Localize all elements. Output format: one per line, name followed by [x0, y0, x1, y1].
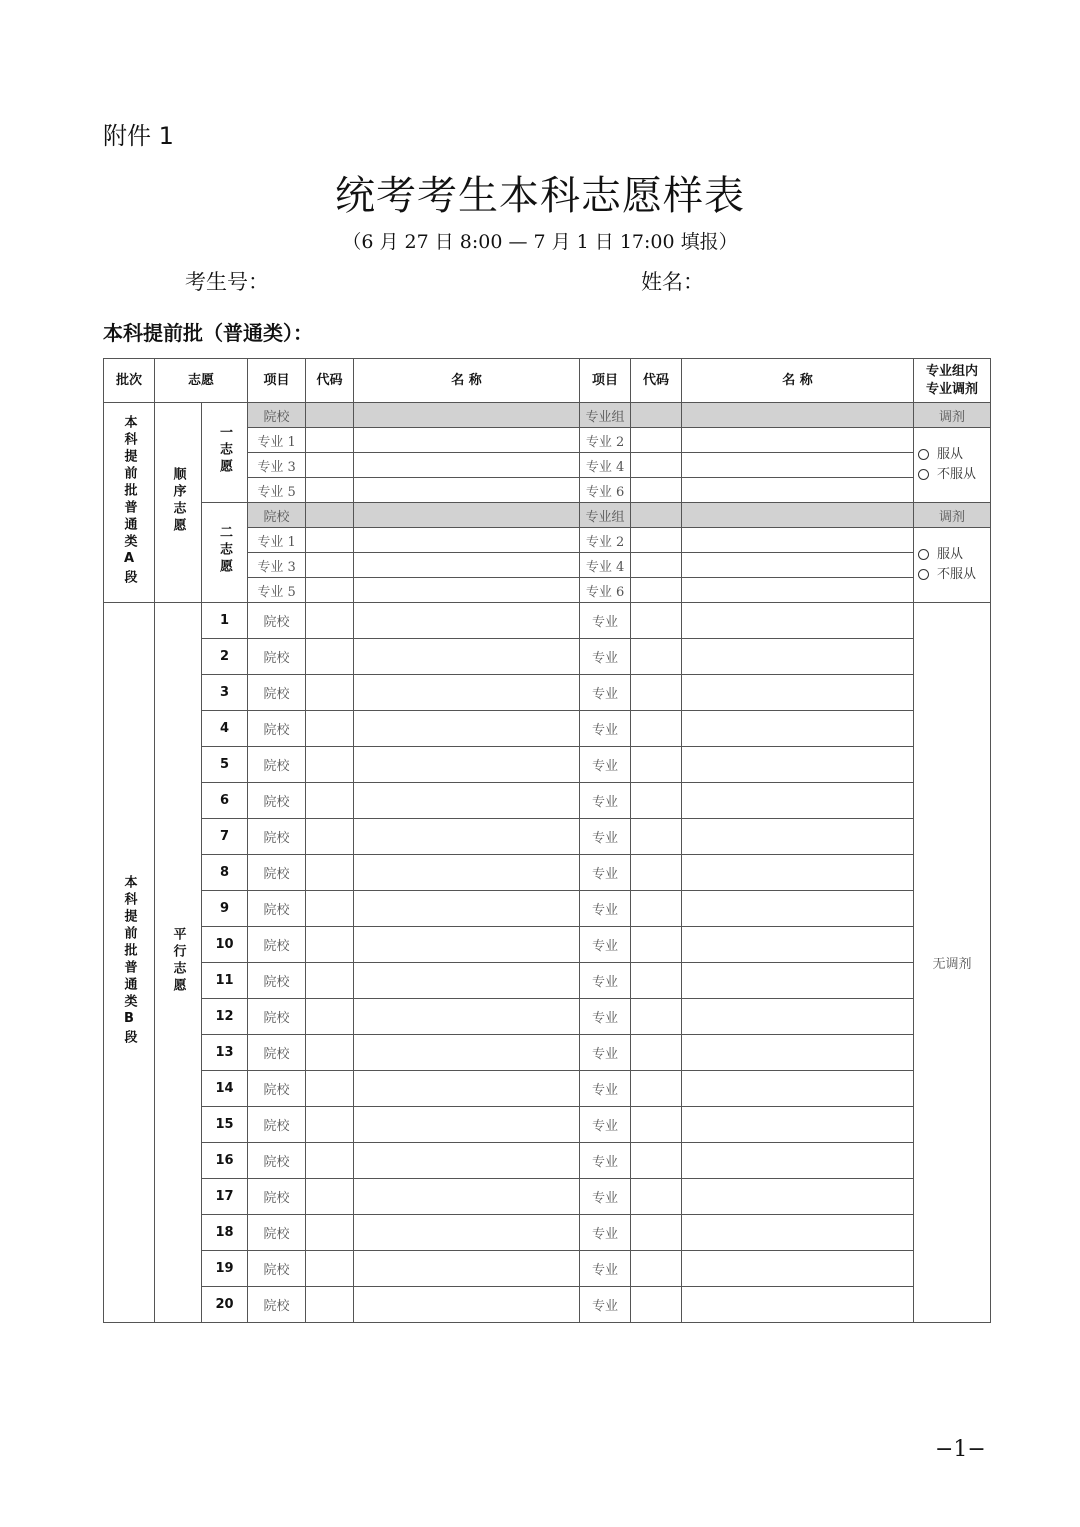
major-code-input[interactable]: [631, 783, 682, 819]
school-name-input[interactable]: [354, 1071, 580, 1107]
school-label: 院校: [248, 1143, 306, 1179]
major-name-input[interactable]: [682, 1251, 914, 1287]
major-name-input[interactable]: [354, 578, 580, 603]
major-label: 专业: [580, 603, 631, 639]
school-label: 院校: [248, 1071, 306, 1107]
major-code-input[interactable]: [631, 711, 682, 747]
adjust-label: 调剂: [914, 503, 991, 528]
school-code-input[interactable]: [306, 819, 354, 855]
adjust-options: [914, 528, 991, 603]
radio-circle-icon[interactable]: [918, 449, 929, 460]
school-name-input[interactable]: [354, 999, 580, 1035]
row-number: 11: [202, 963, 248, 999]
attachment-label: 附件 1: [103, 122, 174, 150]
header-item-2: 项目: [580, 359, 631, 403]
row-number: 3: [202, 675, 248, 711]
school-name-input[interactable]: [354, 963, 580, 999]
major-code-input[interactable]: [631, 478, 682, 503]
major-label: 专业: [580, 891, 631, 927]
major-label: 专业: [580, 1071, 631, 1107]
major-label: 专业 5: [248, 478, 306, 503]
major-code-input[interactable]: [631, 453, 682, 478]
major-code-input[interactable]: [631, 528, 682, 553]
major-name-input[interactable]: [682, 855, 914, 891]
type-a-cell: [155, 403, 202, 603]
school-code-input[interactable]: [306, 927, 354, 963]
major-code-input[interactable]: [631, 855, 682, 891]
school-name-input[interactable]: [354, 639, 580, 675]
major-label: 专业 3: [248, 453, 306, 478]
major-name-input[interactable]: [682, 711, 914, 747]
major-label: 专业 2: [580, 528, 631, 553]
school-label: 院校: [248, 1287, 306, 1323]
group-label: 专业组: [580, 403, 631, 428]
parallel-row: [104, 999, 991, 1035]
major-label: 专业: [580, 711, 631, 747]
major-name-input[interactable]: [682, 891, 914, 927]
adjust-options: [914, 428, 991, 503]
parallel-row: [104, 927, 991, 963]
major-label: 专业: [580, 639, 631, 675]
major-name-input[interactable]: [354, 553, 580, 578]
group-label: 专业组: [580, 503, 631, 528]
header-code-2: 代码: [631, 359, 682, 403]
row-number: 13: [202, 1035, 248, 1071]
school-name-input[interactable]: [354, 891, 580, 927]
group-name-input[interactable]: [682, 403, 914, 428]
school-label: 院校: [248, 783, 306, 819]
school-label: 院校: [248, 927, 306, 963]
major-label: 专业: [580, 1215, 631, 1251]
major-label: 专业 6: [580, 578, 631, 603]
batch-a-label: 本科提前批普通类A段: [121, 414, 137, 587]
major-name-input[interactable]: [682, 528, 914, 553]
major-label: 专业: [580, 927, 631, 963]
row-number: 7: [202, 819, 248, 855]
option-decline[interactable]: [918, 465, 990, 485]
major-label: 专业 1: [248, 528, 306, 553]
option-accept-label: 服从: [937, 447, 964, 462]
school-label: 院校: [248, 891, 306, 927]
major-name-input[interactable]: [682, 783, 914, 819]
page-number: −1−: [935, 1437, 986, 1462]
parallel-row: [104, 639, 991, 675]
section-title: 本科提前批（普通类）：: [103, 321, 313, 345]
major-label: 专业: [580, 999, 631, 1035]
major-label: 专业 4: [580, 453, 631, 478]
major-code-input[interactable]: [631, 603, 682, 639]
header-adjust: [914, 359, 991, 403]
major-name-input[interactable]: [354, 528, 580, 553]
parallel-row: [104, 711, 991, 747]
school-code-input[interactable]: [306, 1179, 354, 1215]
school-label: 院校: [248, 711, 306, 747]
school-name-input[interactable]: [354, 1107, 580, 1143]
school-code-input[interactable]: [306, 1215, 354, 1251]
radio-circle-icon[interactable]: [918, 469, 929, 480]
school-label: 院校: [248, 963, 306, 999]
major-label: 专业: [580, 855, 631, 891]
row-number: 9: [202, 891, 248, 927]
major-code-input[interactable]: [631, 1107, 682, 1143]
school-name-input[interactable]: [354, 1287, 580, 1323]
page-subtitle: （6 月 27 日 8:00 — 7 月 1 日 17:00 填报）: [342, 231, 738, 253]
major-name-input[interactable]: [682, 478, 914, 503]
major-name-input[interactable]: [354, 428, 580, 453]
school-code-input[interactable]: [306, 711, 354, 747]
major-name-input[interactable]: [682, 747, 914, 783]
parallel-row: [104, 1287, 991, 1323]
row-number: 2: [202, 639, 248, 675]
school-name-input[interactable]: [354, 711, 580, 747]
major-label: 专业: [580, 1107, 631, 1143]
wish-label-cell: [202, 503, 248, 603]
parallel-row: [104, 1251, 991, 1287]
major-label: 专业: [580, 783, 631, 819]
major-name-input[interactable]: [354, 453, 580, 478]
parallel-row: [104, 1035, 991, 1071]
school-label: 院校: [248, 503, 306, 528]
batch-b-label: 本科提前批普通类B段: [121, 874, 137, 1047]
major-label: 专业 6: [580, 478, 631, 503]
type-a-label: 顺序志愿: [170, 466, 186, 535]
major-label: 专业 2: [580, 428, 631, 453]
batch-b-cell: [104, 603, 155, 1323]
header-name: 名 称: [354, 359, 580, 403]
major-label: 专业 1: [248, 428, 306, 453]
row-number: 15: [202, 1107, 248, 1143]
major-name-input[interactable]: [354, 478, 580, 503]
wish-form-table: [103, 358, 991, 1323]
major-label: 专业: [580, 1143, 631, 1179]
major-code-input[interactable]: [631, 927, 682, 963]
school-name-input[interactable]: [354, 1143, 580, 1179]
major-name-input[interactable]: [682, 639, 914, 675]
adjust-label: 调剂: [914, 403, 991, 428]
major-name-input[interactable]: [682, 999, 914, 1035]
type-b-label: 平行志愿: [170, 926, 186, 995]
row-number: 16: [202, 1143, 248, 1179]
major-code-input[interactable]: [306, 528, 354, 553]
wish-label: 一志愿: [217, 425, 232, 476]
school-code-input[interactable]: [306, 403, 354, 428]
major-name-input[interactable]: [682, 927, 914, 963]
option-accept[interactable]: [918, 445, 990, 465]
major-code-input[interactable]: [631, 819, 682, 855]
row-number: 5: [202, 747, 248, 783]
school-code-input[interactable]: [306, 747, 354, 783]
school-code-input[interactable]: [306, 675, 354, 711]
school-code-input[interactable]: [306, 503, 354, 528]
major-name-input[interactable]: [682, 675, 914, 711]
major-code-input[interactable]: [631, 747, 682, 783]
school-label: 院校: [248, 1179, 306, 1215]
major-name-input[interactable]: [682, 578, 914, 603]
wish-label: 二志愿: [217, 525, 232, 576]
major-code-input[interactable]: [631, 553, 682, 578]
row-number: 1: [202, 603, 248, 639]
option-decline[interactable]: [918, 565, 990, 585]
parallel-row: [104, 963, 991, 999]
school-label: 院校: [248, 999, 306, 1035]
row-number: 18: [202, 1215, 248, 1251]
school-label: 院校: [248, 403, 306, 428]
school-name-input[interactable]: [354, 855, 580, 891]
parallel-row: [104, 1107, 991, 1143]
major-name-input[interactable]: [682, 1107, 914, 1143]
school-name-input[interactable]: [354, 503, 580, 528]
major-code-input[interactable]: [631, 675, 682, 711]
header-name-2: 名 称: [682, 359, 914, 403]
major-code-input[interactable]: [631, 1179, 682, 1215]
major-code-input[interactable]: [306, 428, 354, 453]
major-code-input[interactable]: [306, 478, 354, 503]
parallel-row: [104, 747, 991, 783]
school-label: 院校: [248, 819, 306, 855]
school-code-input[interactable]: [306, 1143, 354, 1179]
row-number: 4: [202, 711, 248, 747]
major-name-input[interactable]: [682, 453, 914, 478]
major-code-input[interactable]: [631, 578, 682, 603]
school-name-input[interactable]: [354, 675, 580, 711]
school-label: 院校: [248, 1107, 306, 1143]
school-name-input[interactable]: [354, 403, 580, 428]
row-number: 10: [202, 927, 248, 963]
batch-a-cell: [104, 403, 155, 603]
parallel-row: [104, 855, 991, 891]
header-batch: 批次: [104, 359, 155, 403]
major-name-input[interactable]: [682, 1215, 914, 1251]
major-label: 专业 5: [248, 578, 306, 603]
parallel-row: [104, 891, 991, 927]
major-name-input[interactable]: [682, 1287, 914, 1323]
no-adjust-label: 无调剂: [932, 957, 972, 972]
major-code-input[interactable]: [631, 999, 682, 1035]
major-label: 专业: [580, 1035, 631, 1071]
school-code-input[interactable]: [306, 783, 354, 819]
school-name-input[interactable]: [354, 927, 580, 963]
major-name-input[interactable]: [682, 1071, 914, 1107]
row-number: 12: [202, 999, 248, 1035]
header-adjust-line2: 专业调剂: [926, 381, 979, 397]
school-name-input[interactable]: [354, 1035, 580, 1071]
major-name-input[interactable]: [682, 428, 914, 453]
no-adjust-cell: [914, 603, 991, 1323]
group-code-input[interactable]: [631, 503, 682, 528]
parallel-row: [104, 819, 991, 855]
major-code-input[interactable]: [631, 428, 682, 453]
major-code-input[interactable]: [306, 578, 354, 603]
school-code-input[interactable]: [306, 855, 354, 891]
parallel-row: [104, 1071, 991, 1107]
parallel-row: [104, 1179, 991, 1215]
school-name-input[interactable]: [354, 747, 580, 783]
header-row: [104, 359, 991, 403]
major-code-input[interactable]: [631, 1035, 682, 1071]
school-code-input[interactable]: [306, 891, 354, 927]
option-accept-label: 服从: [937, 547, 964, 562]
radio-circle-icon[interactable]: [918, 549, 929, 560]
parallel-row: [104, 783, 991, 819]
school-label: 院校: [248, 1215, 306, 1251]
school-name-input[interactable]: [354, 1215, 580, 1251]
wish-school-row: [104, 403, 991, 428]
radio-circle-icon[interactable]: [918, 569, 929, 580]
major-label: 专业: [580, 819, 631, 855]
major-label: 专业 4: [580, 553, 631, 578]
school-code-input[interactable]: [306, 1071, 354, 1107]
major-name-input[interactable]: [682, 1143, 914, 1179]
school-label: 院校: [248, 747, 306, 783]
school-code-input[interactable]: [306, 1251, 354, 1287]
type-b-cell: [155, 603, 202, 1323]
major-code-input[interactable]: [631, 1251, 682, 1287]
major-name-input[interactable]: [682, 819, 914, 855]
group-code-input[interactable]: [631, 403, 682, 428]
major-code-input[interactable]: [631, 1071, 682, 1107]
school-code-input[interactable]: [306, 1107, 354, 1143]
header-item: 项目: [248, 359, 306, 403]
major-code-input[interactable]: [631, 639, 682, 675]
major-label: 专业 3: [248, 553, 306, 578]
major-name-input[interactable]: [682, 1035, 914, 1071]
option-accept[interactable]: [918, 545, 990, 565]
major-code-input[interactable]: [631, 1287, 682, 1323]
parallel-row: [104, 1215, 991, 1251]
school-code-input[interactable]: [306, 1287, 354, 1323]
major-label: 专业: [580, 675, 631, 711]
major-label: 专业: [580, 1287, 631, 1323]
school-code-input[interactable]: [306, 1035, 354, 1071]
major-name-input[interactable]: [682, 603, 914, 639]
row-number: 14: [202, 1071, 248, 1107]
school-label: 院校: [248, 1251, 306, 1287]
major-code-input[interactable]: [631, 963, 682, 999]
header-code: 代码: [306, 359, 354, 403]
major-label: 专业: [580, 1179, 631, 1215]
wish-label-cell: [202, 403, 248, 503]
major-name-input[interactable]: [682, 553, 914, 578]
header-wish: 志愿: [155, 359, 248, 403]
school-code-input[interactable]: [306, 999, 354, 1035]
school-code-input[interactable]: [306, 639, 354, 675]
major-code-input[interactable]: [631, 1215, 682, 1251]
wish-school-row: [104, 503, 991, 528]
candidate-name-label: 姓名：: [641, 270, 704, 294]
header-adjust-line1: 专业组内: [926, 363, 979, 379]
school-name-input[interactable]: [354, 783, 580, 819]
major-code-input[interactable]: [631, 891, 682, 927]
major-code-input[interactable]: [631, 1143, 682, 1179]
parallel-row: [104, 603, 991, 639]
school-code-input[interactable]: [306, 603, 354, 639]
parallel-row: [104, 1143, 991, 1179]
major-name-input[interactable]: [682, 1179, 914, 1215]
option-decline-label: 不服从: [937, 467, 977, 482]
school-label: 院校: [248, 603, 306, 639]
group-name-input[interactable]: [682, 503, 914, 528]
school-code-input[interactable]: [306, 963, 354, 999]
row-number: 20: [202, 1287, 248, 1323]
school-name-input[interactable]: [354, 1179, 580, 1215]
school-name-input[interactable]: [354, 603, 580, 639]
major-label: 专业: [580, 747, 631, 783]
school-name-input[interactable]: [354, 819, 580, 855]
exam-number-label: 考生号：: [185, 270, 269, 294]
page-title: 统考考生本科志愿样表: [335, 173, 745, 219]
school-label: 院校: [248, 675, 306, 711]
school-name-input[interactable]: [354, 1251, 580, 1287]
row-number: 8: [202, 855, 248, 891]
major-label: 专业: [580, 963, 631, 999]
row-number: 6: [202, 783, 248, 819]
major-code-input[interactable]: [306, 553, 354, 578]
major-code-input[interactable]: [306, 453, 354, 478]
major-name-input[interactable]: [682, 963, 914, 999]
school-label: 院校: [248, 855, 306, 891]
row-number: 19: [202, 1251, 248, 1287]
row-number: 17: [202, 1179, 248, 1215]
major-label: 专业: [580, 1251, 631, 1287]
school-label: 院校: [248, 639, 306, 675]
parallel-row: [104, 675, 991, 711]
option-decline-label: 不服从: [937, 567, 977, 582]
school-label: 院校: [248, 1035, 306, 1071]
